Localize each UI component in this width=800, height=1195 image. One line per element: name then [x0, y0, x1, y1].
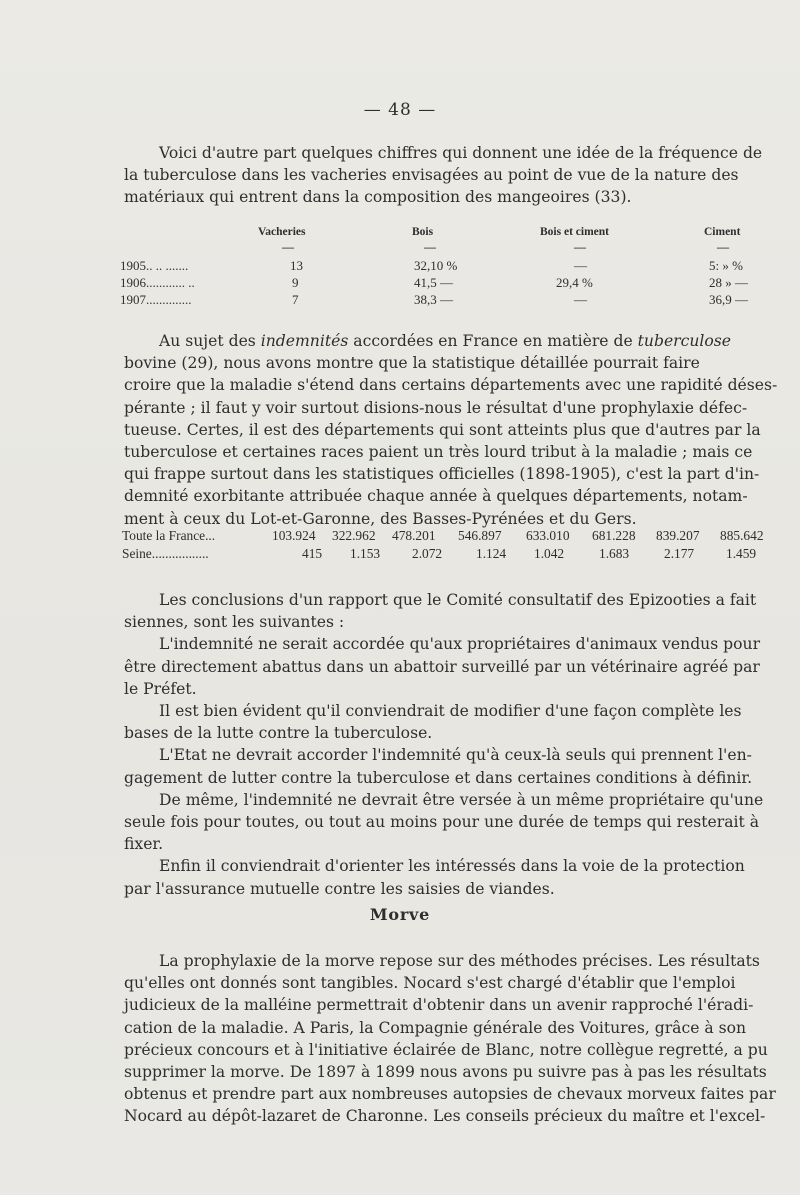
row-value: 1.124: [476, 546, 507, 561]
row-value: 2.072: [412, 546, 443, 561]
text-line: obtenus et prendre part aux nombreuses autopsies de chevaux morveux faites par: [124, 1085, 776, 1104]
intro-paragraph: [124, 142, 763, 209]
column-header-ciment: Ciment: [704, 226, 741, 238]
header-dash: —: [717, 240, 729, 254]
text-line: bases de la lutte contre la tuberculose.: [124, 724, 433, 743]
emphasis-tuberculose: tuberculose: [637, 332, 732, 350]
row-value: 1.683: [599, 546, 630, 561]
text-line: judicieux de la malléine permettrait d'obtenir dans un avenir rapproché l'éradi-: [124, 996, 754, 1015]
row-value: 322.962: [332, 528, 376, 543]
table-row: [122, 546, 758, 564]
row-value: 633.010: [526, 528, 570, 543]
text-line: par l'assurance mutuelle contre les saisies de viandes.: [124, 879, 555, 898]
text-line: L'indemnité ne serait accordée qu'aux propriétaires d'animaux vendus pour: [159, 635, 761, 654]
text-line: De même, l'indemnité ne devrait être versée à un même propriétaire qu'une: [159, 790, 764, 809]
text-line: Enfin il conviendrait d'orienter les intéressés dans la voie de la protection: [159, 857, 745, 876]
header-dash: —: [574, 240, 586, 254]
row-value: 2.177: [664, 546, 695, 561]
cell-ciment: 36,9 —: [709, 292, 748, 307]
row-year: 1907..............: [120, 292, 192, 307]
row-value: 546.897: [458, 528, 502, 543]
row-value: 1.153: [350, 546, 381, 561]
cell-vacheries: 7: [292, 292, 299, 307]
text-line: cation de la maladie. A Paris, la Compagnie générale des Voitures, grâce à son: [124, 1018, 747, 1037]
cell-bois: 38,3 —: [414, 292, 453, 307]
cell-bois-ciment: —: [574, 292, 587, 307]
indemnites-paragraph: [124, 330, 778, 530]
row-value: 1.459: [726, 546, 757, 561]
text-line: tueuse. Certes, il est des départements qui sont atteints plus que d'autres par la: [124, 420, 761, 439]
text-line: Il est bien évident qu'il conviendrait de modifier d'une façon complète les: [159, 702, 742, 721]
text-line: supprimer la morve. De 1897 à 1899 nous avons pu suivre pas à pas les résultats: [124, 1063, 767, 1082]
text-line: L'Etat ne devrait accorder l'indemnité qu'à ceux-là seuls qui prennent l'en-: [159, 746, 752, 765]
row-year: 1906............ ..: [120, 275, 195, 290]
row-value: 839.207: [656, 528, 700, 543]
text-line: le Préfet.: [124, 679, 197, 698]
text-line: seule fois pour toutes, ou tout au moins pour une durée de temps qui resterait à: [124, 813, 760, 832]
emphasis-indemnites: indemnités: [260, 332, 349, 350]
text-line: Les conclusions d'un rapport que le Comité consultatif des Epizooties a fait: [159, 591, 757, 609]
column-header-vacheries: Vacheries: [258, 226, 306, 238]
header-dash: —: [424, 240, 436, 254]
text-line: la tuberculose dans les vacheries envisagées au point de vue de la nature des: [124, 166, 739, 185]
row-value: 415: [302, 546, 323, 561]
cell-bois-ciment: 29,4 %: [556, 275, 593, 290]
page-number: — 48 —: [363, 100, 437, 120]
cell-ciment: 28 » —: [709, 275, 748, 290]
text-line: demnité exorbitante attribuée chaque année à quelques départements, notam-: [124, 487, 748, 506]
text-line: Nocard au dépôt-lazaret de Charonne. Les conseils précieux du maître et l'excel-: [124, 1107, 766, 1126]
text-line: siennes, sont les suivantes :: [124, 613, 345, 632]
cell-bois: 41,5 —: [414, 275, 453, 290]
text-line: Au sujet des indemnités accordées en France en matière de tuberculose: [159, 332, 732, 350]
text-line: gagement de lutter contre la tuberculose et dans certaines conditions à définir.: [124, 768, 753, 787]
text-line: Voici d'autre part quelques chiffres qui donnent une idée de la fréquence de: [159, 144, 763, 162]
header-dash: —: [282, 240, 294, 254]
cell-ciment: 5: » %: [709, 258, 743, 273]
text-line: croire que la maladie s'étend dans certains départements avec une rapidité déses-: [124, 376, 778, 395]
text-line: précieux concours et à l'initiative éclairée de Blanc, notre collègue regretté, a pu: [124, 1040, 768, 1059]
column-header-bois: Bois: [412, 226, 434, 238]
text-line: tuberculose et certaines races paient un très lourd tribut à la maladie ; mais ce: [124, 443, 753, 462]
row-value: 103.924: [272, 528, 316, 543]
column-header-bois-ciment: Bois et ciment: [540, 226, 609, 238]
text-line: La prophylaxie de la morve repose sur des méthodes précises. Les résultats: [159, 952, 760, 970]
text-line: pérante ; il faut y voir surtout disions-nous le résultat d'une prophylaxie défec-: [124, 398, 748, 417]
text-line: bovine (29), nous avons montre que la statistique détaillée pourrait faire: [124, 354, 700, 373]
row-value: 1.042: [534, 546, 565, 561]
row-value: 681.228: [592, 528, 636, 543]
row-label: Toute la France...: [122, 528, 216, 543]
text-line: qu'elles ont donnés sont tangibles. Nocard s'est chargé d'établir que l'emploi: [124, 974, 736, 993]
morve-paragraph: [124, 950, 776, 1128]
conclusions-paragraphs: [124, 589, 764, 900]
section-title-morve: Morve: [369, 905, 431, 924]
table-row: [122, 528, 764, 546]
row-year: 1905.. .. .......: [120, 258, 189, 273]
row-value: 478.201: [392, 528, 436, 543]
text-line: ment à ceux du Lot-et-Garonne, des Basses-Pyrénées et du Gers.: [124, 509, 637, 528]
row-value: 885.642: [720, 528, 764, 543]
row-label: Seine.................: [122, 546, 209, 561]
cell-bois: 32,10 %: [414, 258, 458, 273]
text-line: matériaux qui entrent dans la composition des mangeoires (33).: [124, 188, 632, 207]
text-line: fixer.: [124, 835, 164, 854]
cell-vacheries: 9: [292, 275, 299, 290]
cell-vacheries: 13: [290, 258, 303, 273]
text-line: être directement abattus dans un abattoir surveillé par un vétérinaire agréé par: [124, 657, 760, 676]
text-line: qui frappe surtout dans les statistiques officielles (1898-1905), c'est la part d'in-: [124, 465, 760, 484]
cell-bois-ciment: —: [574, 258, 587, 273]
